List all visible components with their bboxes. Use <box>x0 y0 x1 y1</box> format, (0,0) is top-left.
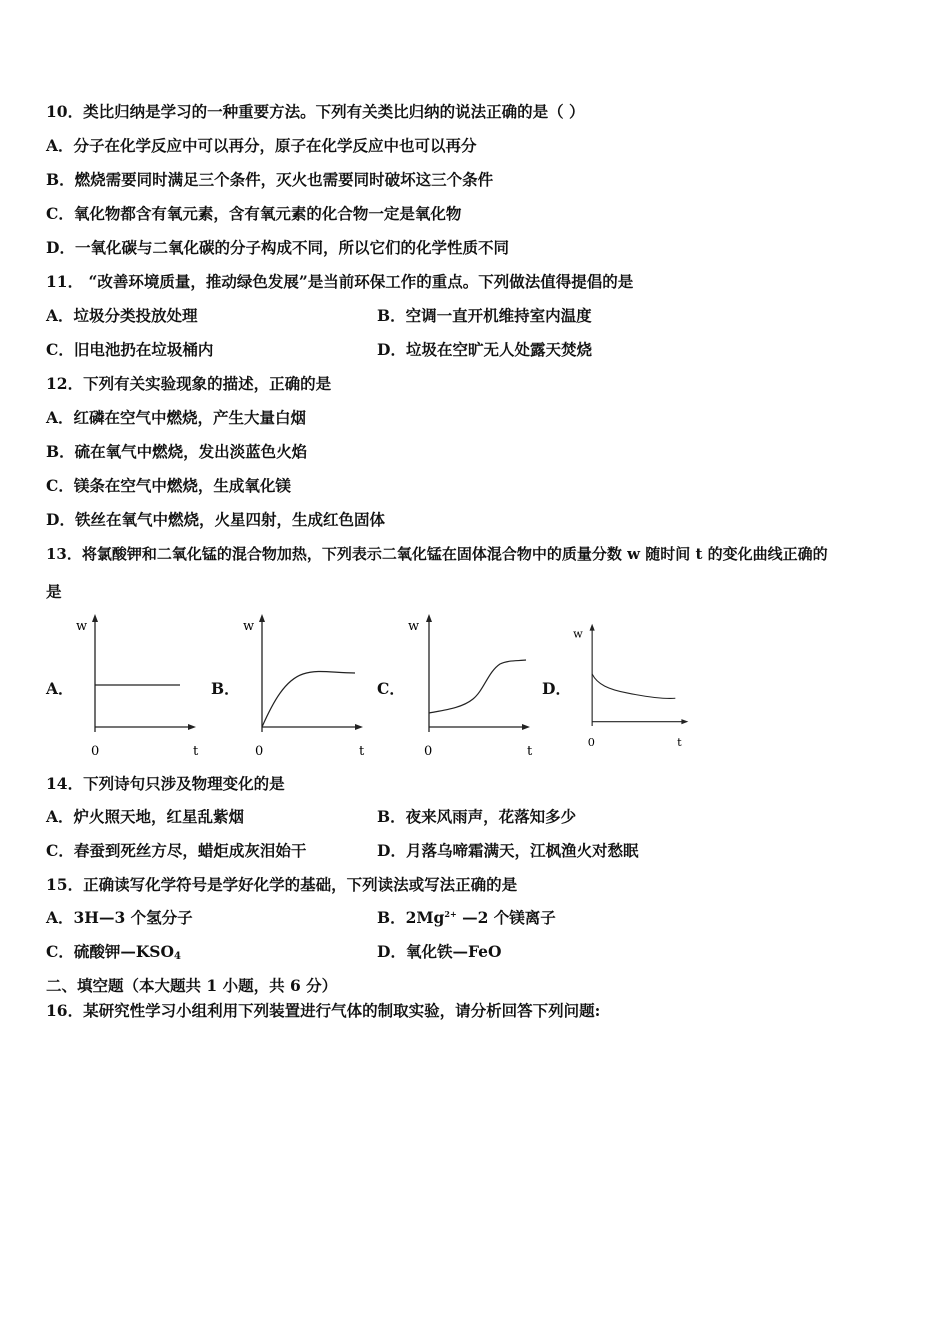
q12-option-c[interactable]: C．镁条在空气中燃烧，生成氧化镁 <box>46 476 291 495</box>
q15-option-d[interactable]: D．氧化铁—FeO <box>377 942 502 961</box>
curve-b <box>262 671 355 727</box>
q11-option-a[interactable]: A．垃圾分类投放处理 <box>46 306 198 325</box>
q13-option-c-label[interactable]: C． <box>377 679 405 698</box>
q13-stem-line1: 13．将氯酸钾和二氧化锰的混合物加热，下列表示二氧化锰在固体混合物中的质量分数 w 随时间 t 的变化曲线正确的 <box>46 545 828 563</box>
q15-c-prefix: C．硫酸钾—KSO <box>46 942 175 961</box>
x-label: t <box>359 744 365 759</box>
q10-option-d[interactable]: D．一氧化碳与二氧化碳的分子构成不同，所以它们的化学性质不同 <box>46 238 509 257</box>
q13-option-a-label[interactable]: A． <box>46 679 74 698</box>
y-label: w <box>573 627 583 641</box>
q13-graph-b[interactable] <box>233 612 363 762</box>
q13-stem-line2: 是 <box>46 582 62 601</box>
q12-option-d[interactable]: D．铁丝在氧气中燃烧，火星四射，生成红色固体 <box>46 510 385 529</box>
q15-option-a[interactable]: A．3H—3 个氢分子 <box>46 908 193 927</box>
origin-label: 0 <box>255 744 264 759</box>
q14-option-d[interactable]: D．月落乌啼霜满天，江枫渔火对愁眠 <box>377 841 639 860</box>
x-axis-arrow-icon <box>681 719 688 724</box>
origin-label: 0 <box>587 735 595 749</box>
q12-option-b[interactable]: B．硫在氧气中燃烧，发出淡蓝色火焰 <box>46 442 308 461</box>
q14-option-c[interactable]: C．春蚕到死丝方尽，蜡炬成灰泪始干 <box>46 841 307 860</box>
q11-stem: 11． “改善环境质量，推动绿色发展”是当前环保工作的重点。下列做法值得提倡的是 <box>46 272 634 291</box>
q15-stem: 15．正确读写化学符号是学好化学的基础，下列读法或写法正确的是 <box>46 875 518 894</box>
q15-option-c[interactable] <box>46 942 181 962</box>
x-label: t <box>193 744 199 759</box>
q12-option-a[interactable]: A．红磷在空气中燃烧，产生大量白烟 <box>46 408 307 427</box>
y-label: w <box>243 619 255 634</box>
q10-stem: 10．类比归纳是学习的一种重要方法。下列有关类比归纳的说法正确的是（ ） <box>46 102 585 121</box>
q15-b-prefix: B．2Mg <box>377 908 445 927</box>
q16-stem: 16．某研究性学习小组利用下列装置进行气体的制取实验，请分析回答下列问题: <box>46 1001 601 1020</box>
q15-b-charge: 2+ <box>444 909 457 919</box>
section-2-heading: 二、填空题（本大题共 1 小题，共 6 分） <box>46 976 338 995</box>
q11-option-b[interactable]: B．空调一直开机维持室内温度 <box>377 306 592 325</box>
q12-stem: 12．下列有关实验现象的描述，正确的是 <box>46 374 332 393</box>
y-axis-arrow-icon <box>590 624 595 631</box>
y-label: w <box>408 619 420 634</box>
q10-option-a[interactable]: A．分子在化学反应中可以再分，原子在化学反应中也可以再分 <box>46 136 477 155</box>
q11-option-c[interactable]: C．旧电池扔在垃圾桶内 <box>46 340 214 359</box>
q15-b-suffix: —2 个镁离子 <box>456 908 556 927</box>
q11-option-d[interactable]: D．垃圾在空旷无人处露天焚烧 <box>377 340 592 359</box>
origin-label: 0 <box>424 744 433 759</box>
q13-graph-d[interactable] <box>567 612 697 762</box>
q15-c-subscript: 4 <box>174 951 181 962</box>
y-axis-arrow-icon <box>92 614 98 622</box>
q13-option-d-label[interactable]: D． <box>542 679 571 698</box>
y-axis-arrow-icon <box>426 614 432 622</box>
q13-graph-c[interactable] <box>400 612 533 762</box>
y-axis-arrow-icon <box>259 614 265 622</box>
x-axis-arrow-icon <box>522 724 530 730</box>
q14-option-b[interactable]: B．夜来风雨声，花落知多少 <box>377 807 577 826</box>
x-label: t <box>677 735 682 749</box>
y-label: w <box>76 619 88 634</box>
q15-option-b[interactable] <box>377 908 556 928</box>
q14-option-a[interactable]: A．炉火照天地，红星乱紫烟 <box>46 807 245 826</box>
q10-option-b[interactable]: B．燃烧需要同时满足三个条件，灭火也需要同时破坏这三个条件 <box>46 170 494 189</box>
q13-option-b-label[interactable]: B． <box>211 679 240 698</box>
curve-c <box>429 660 526 713</box>
curve-d <box>592 674 675 698</box>
x-label: t <box>527 744 533 759</box>
q13-graph-a[interactable] <box>66 612 199 762</box>
q10-option-c[interactable]: C．氧化物都含有氧元素，含有氧元素的化合物一定是氧化物 <box>46 204 462 223</box>
x-axis-arrow-icon <box>188 724 196 730</box>
x-axis-arrow-icon <box>355 724 363 730</box>
origin-label: 0 <box>91 744 100 759</box>
q14-stem: 14．下列诗句只涉及物理变化的是 <box>46 774 285 793</box>
